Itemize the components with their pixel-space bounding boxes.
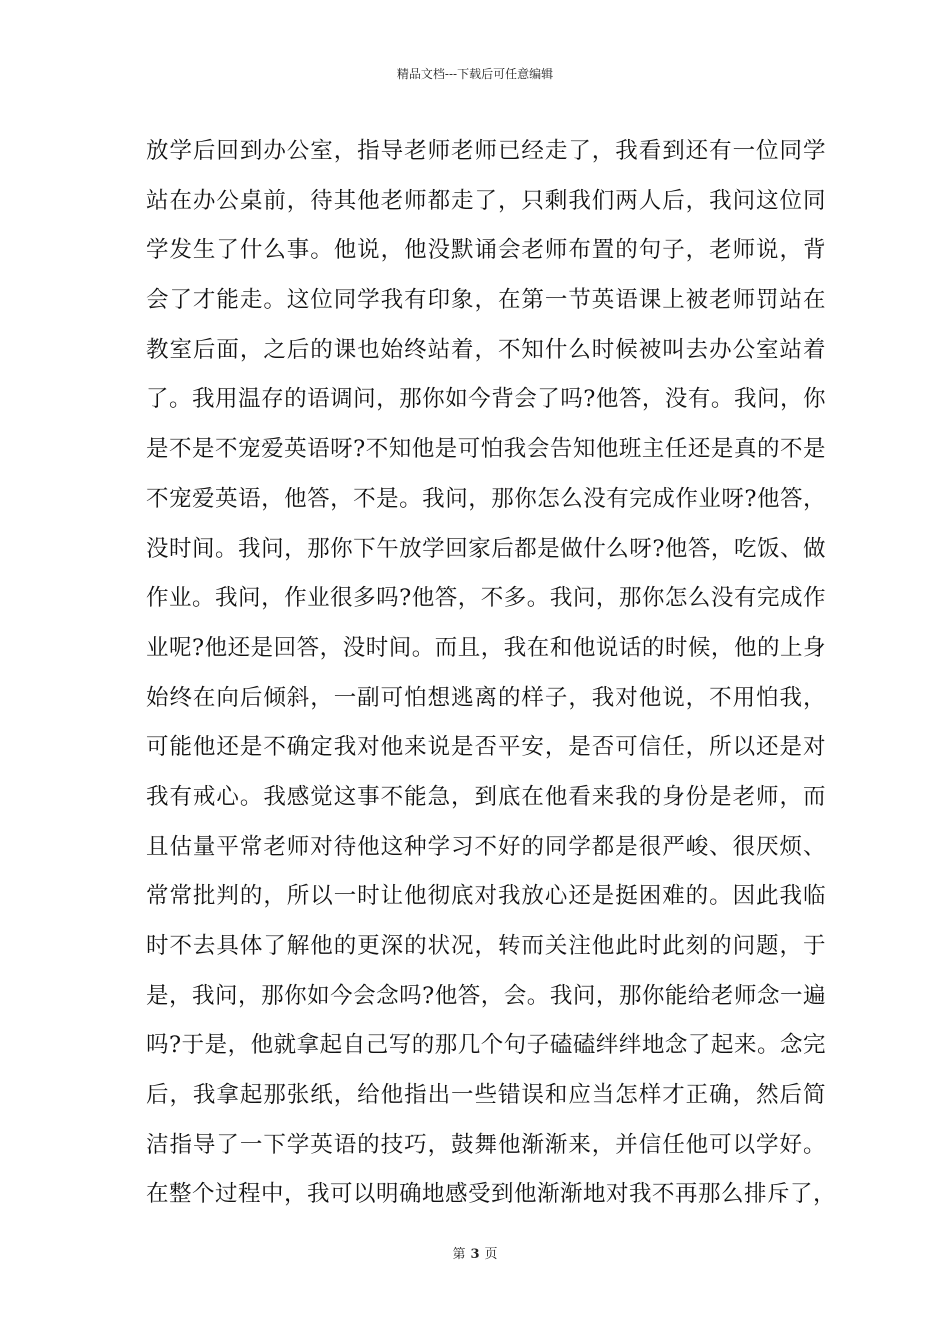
text-line: 教室后面，之后的课也始终站着，不知什么时候被叫去办公室站着 xyxy=(146,336,826,363)
text-line: 不宠爱英语，他答，不是。我问，那你怎么没有完成作业呀?他答， xyxy=(146,485,826,512)
text-line: 时不去具体了解他的更深的状况，转而关注他此时此刻的问题，于 xyxy=(146,933,826,959)
text-line: 可能他还是不确定我对他来说是否平安，是否可信任，所以还是对 xyxy=(146,734,826,761)
text-line: 会了才能走。这位同学我有印象，在第一节英语课上被老师罚站在 xyxy=(146,287,826,314)
text-line: 吗?于是，他就拿起自己写的那几个句子磕磕绊绊地念了起来。念完 xyxy=(146,1032,826,1059)
text-line: 且估量平常老师对待他这种学习不好的同学都是很严峻、很厌烦、 xyxy=(146,833,826,860)
text-line: 放学后回到办公室，指导老师老师已经走了，我看到还有一位同学 xyxy=(146,138,826,164)
text-line: 在整个过程中，我可以明确地感受到他渐渐地对我不再那么排斥了， xyxy=(146,1181,837,1208)
body-text xyxy=(146,133,837,1226)
text-line: 后，我拿起那张纸，给他指出一些错误和应当怎样才正确，然后简 xyxy=(146,1082,826,1109)
text-line: 学发生了什么事。他说，他没默诵会老师布置的句子，老师说，背 xyxy=(146,237,826,264)
text-line: 了。我用温存的语调问，那你如今背会了吗?他答，没有。我问，你 xyxy=(146,386,826,413)
text-line: 始终在向后倾斜，一副可怕想逃离的样子，我对他说，不用怕我， xyxy=(146,684,826,711)
text-line: 洁指导了一下学英语的技巧，鼓舞他渐渐来，并信任他可以学好。 xyxy=(146,1131,826,1158)
page-number-suffix: 页 xyxy=(484,1247,498,1262)
text-line: 没时间。我问，那你下午放学回家后都是做什么呀?他答，吃饭、做 xyxy=(146,535,826,562)
header-text: 精品文档---下载后可任意编辑 xyxy=(396,67,554,81)
text-line: 是，我问，那你如今会念吗?他答，会。我问，那你能给老师念一遍 xyxy=(146,982,826,1009)
page-footer xyxy=(0,1246,950,1264)
text-line: 常常批判的，所以一时让他彻底对我放心还是挺困难的。因此我临 xyxy=(146,883,826,910)
text-line: 业呢?他还是回答，没时间。而且，我在和他说话的时候，他的上身 xyxy=(146,634,826,661)
text-line: 我有戒心。我感觉这事不能急，到底在他看来我的身份是老师，而 xyxy=(146,783,826,810)
text-line: 站在办公桌前，待其他老师都走了，只剩我们两人后，我问这位同 xyxy=(146,187,826,214)
page-number-prefix: 第 xyxy=(452,1247,466,1262)
page-number: 3 xyxy=(470,1247,480,1262)
text-line: 作业。我问，作业很多吗?他答，不多。我问，那你怎么没有完成作 xyxy=(146,585,826,612)
text-line: 是不是不宠爱英语呀?不知他是可怕我会告知他班主任还是真的不是 xyxy=(146,436,826,463)
page-header xyxy=(0,66,950,82)
